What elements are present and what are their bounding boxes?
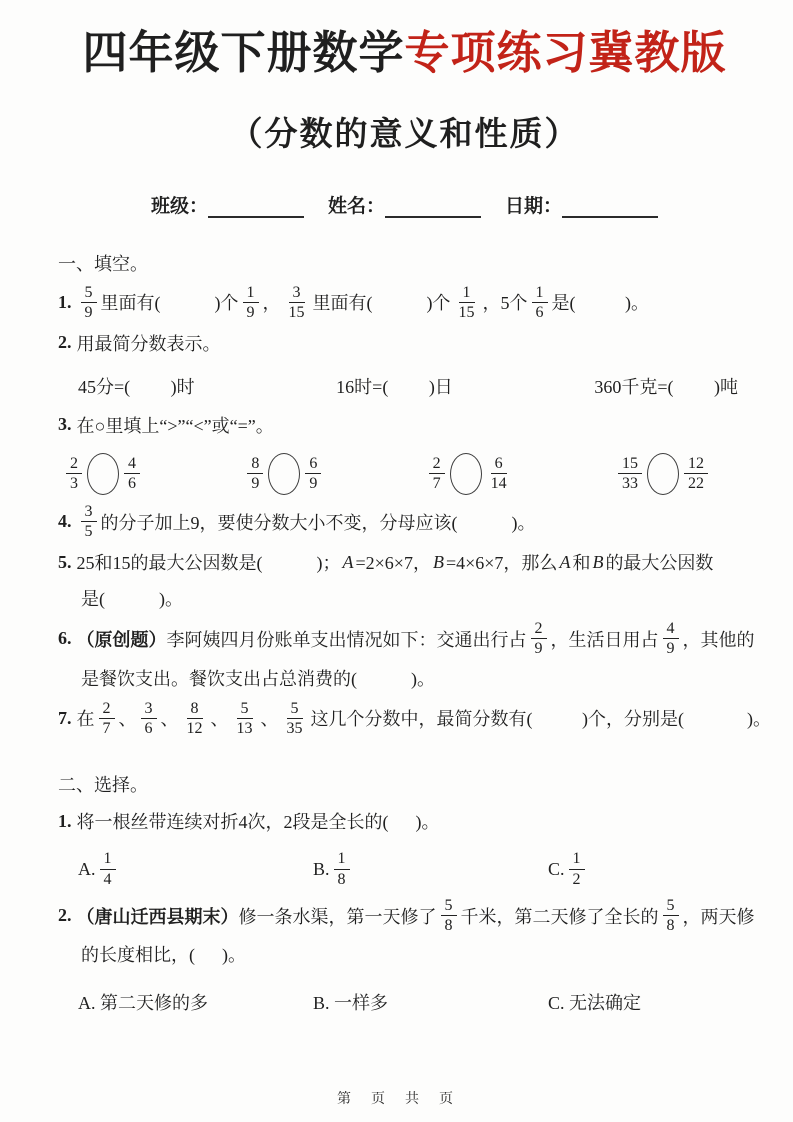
fraction-numerator: 1 — [532, 283, 548, 303]
conversion-item-kilograms: 360千克=( )吨 — [594, 376, 738, 397]
unit-conversion-row — [58, 369, 738, 403]
title-red-part: 专项练习冀教版 — [404, 27, 727, 78]
fraction-numerator: 2 — [99, 699, 115, 719]
class-blank-line — [208, 196, 304, 218]
fraction-denominator: 14 — [490, 475, 507, 493]
fraction — [243, 283, 259, 322]
fraction-numerator: 5 — [441, 896, 457, 916]
title-black-part: 四年级下册数学 — [82, 27, 405, 78]
fraction — [233, 699, 257, 738]
question-text: B. — [313, 858, 330, 879]
fraction-numerator: 3 — [81, 502, 97, 522]
fraction-numerator: 1 — [459, 283, 475, 303]
answer-circle — [87, 453, 119, 495]
fraction-numerator: 1 — [334, 849, 350, 869]
class-field — [151, 191, 304, 218]
name-label: 姓名： — [327, 195, 385, 217]
fraction-denominator: 9 — [309, 475, 318, 493]
question-text: 一、填空。 — [58, 253, 148, 274]
fraction-numerator: 2 — [429, 454, 445, 474]
option-c — [548, 848, 589, 889]
fraction-numerator: 8 — [247, 454, 263, 474]
fraction-denominator: 2 — [572, 870, 581, 888]
question-text: 、 — [260, 709, 279, 730]
question-text: ，生活日用占 — [550, 629, 659, 650]
fraction-numerator: 1 — [243, 283, 259, 303]
name-field — [328, 191, 481, 218]
fraction-numerator: 5 — [663, 896, 679, 916]
fraction-numerator: 5 — [81, 283, 97, 303]
question-text: 、 — [210, 709, 229, 730]
fraction — [283, 699, 307, 738]
question-fill-3 — [58, 407, 751, 495]
question-fill-7 — [58, 698, 771, 739]
option-c: C. 无法确定 — [548, 993, 642, 1014]
fraction — [305, 454, 321, 493]
answer-circle — [647, 453, 679, 495]
page-subtitle: （分数的意义和性质） — [229, 114, 580, 152]
question-text: 是( )。 — [551, 293, 649, 314]
fraction — [124, 454, 140, 493]
answer-circle — [268, 453, 300, 495]
fraction-denominator: 7 — [102, 719, 111, 737]
fraction-numerator: 6 — [491, 454, 507, 474]
name-blank-line — [385, 196, 481, 218]
option-a: A. 第二天修的多 — [78, 993, 208, 1014]
fraction-denominator: 15 — [458, 303, 475, 321]
fraction — [99, 699, 115, 738]
question-number: 4. — [58, 511, 72, 532]
question-number: 7. — [58, 707, 72, 728]
question-fill-2 — [58, 325, 751, 403]
fraction-denominator: 9 — [666, 640, 675, 658]
fraction-denominator: 35 — [286, 719, 303, 737]
fraction-comparison-row — [62, 453, 712, 495]
fraction — [66, 454, 82, 493]
question-text: 的长度相比，( )。 — [81, 945, 246, 966]
question-number: 3. — [58, 414, 72, 435]
fraction — [663, 896, 679, 935]
fraction — [247, 454, 263, 493]
fraction-numerator: 1 — [569, 849, 585, 869]
question-number: 1. — [58, 291, 72, 312]
question-line — [58, 282, 751, 323]
fraction — [285, 283, 309, 322]
question-line — [58, 544, 751, 580]
fraction-numerator: 1 — [100, 849, 116, 869]
page-title — [58, 28, 751, 78]
question-number: 1. — [58, 810, 72, 831]
question-fill-6 — [58, 618, 755, 695]
question-fill-4 — [58, 501, 751, 542]
question-line — [58, 501, 751, 542]
fraction — [81, 502, 97, 541]
question-text: 25和15的最大公因数是( )； — [76, 553, 341, 574]
option-b — [313, 848, 548, 889]
question-text: 和 — [572, 553, 591, 574]
fraction — [684, 454, 708, 493]
question-line-continued — [58, 936, 751, 972]
question-choice-1 — [58, 803, 751, 893]
question-text: （原创题） — [76, 629, 167, 650]
option-a — [78, 848, 313, 889]
class-label: 班级： — [150, 195, 208, 217]
question-line — [58, 803, 751, 839]
fraction — [531, 619, 547, 658]
fraction-numerator: 2 — [531, 619, 547, 639]
question-line — [58, 895, 755, 936]
option-b: B. 一样多 — [313, 993, 389, 1014]
question-text: A. — [78, 858, 96, 879]
question-text: ，两天修 — [682, 906, 755, 927]
question-text: 修一条水渠，第一天修了 — [238, 906, 437, 927]
comparison-item — [62, 453, 144, 495]
fraction — [183, 699, 207, 738]
question-text: 是餐饮支出。餐饮支出占总消费的( )。 — [81, 668, 435, 689]
fraction-numerator: 5 — [237, 699, 253, 719]
question-text: A — [559, 551, 571, 572]
question-line — [58, 698, 771, 739]
question-line-continued — [58, 580, 751, 616]
question-text: ，5个 — [482, 293, 528, 314]
fraction-denominator: 8 — [444, 917, 453, 935]
question-text: ，其他的 — [682, 629, 755, 650]
fraction-denominator: 33 — [621, 475, 638, 493]
fraction-numerator: 4 — [663, 619, 679, 639]
question-text: 在○里填上“>”“<”或“=”。 — [76, 415, 274, 436]
fraction-denominator: 13 — [236, 719, 253, 737]
fraction — [663, 619, 679, 658]
fraction-denominator: 6 — [128, 475, 136, 493]
conversion-item-minutes: 45分=( )时 — [78, 376, 195, 397]
question-text: B — [592, 551, 604, 572]
question-text: 用最简分数表示。 — [76, 333, 221, 354]
question-choice-2 — [58, 895, 755, 1026]
question-text: C. — [548, 858, 565, 879]
date-field — [505, 191, 658, 218]
question-text: 里面有( )个 — [100, 293, 239, 314]
fraction-denominator: 22 — [687, 475, 704, 493]
fraction-denominator: 12 — [186, 719, 203, 737]
options-row — [58, 978, 751, 1026]
question-text: 、 — [160, 709, 179, 730]
date-label: 日期： — [505, 195, 563, 217]
fraction — [441, 896, 457, 935]
fraction — [532, 283, 548, 322]
question-number: 2. — [58, 905, 72, 926]
fraction-denominator: 6 — [144, 719, 153, 737]
fraction-numerator: 2 — [66, 454, 82, 474]
question-text: =2×6×7， — [355, 553, 431, 574]
fraction-denominator: 9 — [534, 640, 543, 658]
fraction-denominator: 7 — [432, 475, 441, 493]
fraction-numerator: 3 — [141, 699, 157, 719]
student-info-row — [58, 191, 751, 218]
question-text: 、 — [118, 709, 137, 730]
fraction-denominator: 4 — [103, 870, 112, 888]
fraction-numerator: 6 — [305, 454, 321, 474]
fraction — [455, 283, 479, 322]
question-line — [58, 407, 751, 443]
question-fill-5 — [58, 544, 751, 616]
question-line — [58, 618, 755, 659]
fraction-denominator: 3 — [70, 475, 78, 493]
fraction-denominator: 8 — [666, 917, 675, 935]
fraction — [618, 454, 642, 493]
fraction-denominator: 6 — [535, 303, 544, 321]
question-text: 的最大公因数 — [605, 553, 714, 574]
fraction-numerator: 15 — [618, 454, 642, 474]
question-line-continued — [58, 660, 751, 696]
page-footer: 第 页 共 页 — [337, 1092, 456, 1107]
fraction-numerator: 3 — [289, 283, 305, 303]
question-text: 将一根丝带连续对折4次，2段是全长的( )。 — [76, 812, 440, 832]
fraction-numerator: 12 — [684, 454, 708, 474]
comparison-item — [425, 453, 515, 495]
fraction-numerator: 8 — [187, 699, 203, 719]
section-heading-choice — [58, 769, 751, 799]
fraction-denominator: 15 — [288, 303, 305, 321]
question-text: 这几个分数中，最简分数有( )个，分别是( )。 — [310, 709, 771, 730]
question-number: 5. — [58, 551, 72, 572]
fraction — [81, 283, 97, 322]
question-line — [58, 325, 751, 361]
date-blank-line — [562, 196, 658, 218]
question-text: A — [342, 551, 354, 572]
question-text: B — [432, 551, 444, 572]
question-text: （唐山迁西县期末） — [76, 906, 239, 927]
question-text: 李阿姨四月份账单支出情况如下：交通出行占 — [166, 629, 527, 650]
question-text: ， — [262, 293, 281, 314]
fraction — [569, 849, 585, 888]
options-row — [58, 845, 751, 893]
question-text: =4×6×7，那么 — [445, 553, 558, 574]
question-text: 二、选择。 — [58, 775, 148, 795]
fraction-denominator: 8 — [337, 870, 346, 888]
fraction-numerator: 5 — [287, 699, 303, 719]
question-number: 2. — [58, 332, 72, 353]
fraction-denominator: 9 — [84, 303, 93, 321]
question-text: 千米，第二天修了全长的 — [460, 906, 659, 927]
question-text: 的分子加上9，要使分数大小不变，分母应该( )。 — [100, 512, 536, 533]
answer-circle — [450, 453, 482, 495]
section-heading-fill — [58, 248, 751, 278]
fraction — [429, 454, 445, 493]
fraction-denominator: 5 — [84, 523, 93, 541]
question-text: 在 — [76, 709, 95, 730]
question-fill-1 — [58, 282, 751, 323]
question-text: 里面有( )个 — [312, 293, 451, 314]
conversion-item-hours: 16时=( )日 — [336, 376, 453, 397]
question-number: 6. — [58, 628, 72, 649]
question-text: 是( )。 — [81, 589, 183, 610]
comparison-item — [614, 453, 712, 495]
fraction — [100, 849, 116, 888]
comparison-item — [243, 453, 325, 495]
fraction — [334, 849, 350, 888]
fraction-numerator: 4 — [124, 454, 140, 474]
worksheet-content — [58, 248, 771, 1027]
fraction-denominator: 9 — [246, 303, 255, 321]
fraction — [487, 454, 511, 493]
fraction-denominator: 9 — [251, 475, 260, 493]
fraction — [141, 699, 157, 738]
